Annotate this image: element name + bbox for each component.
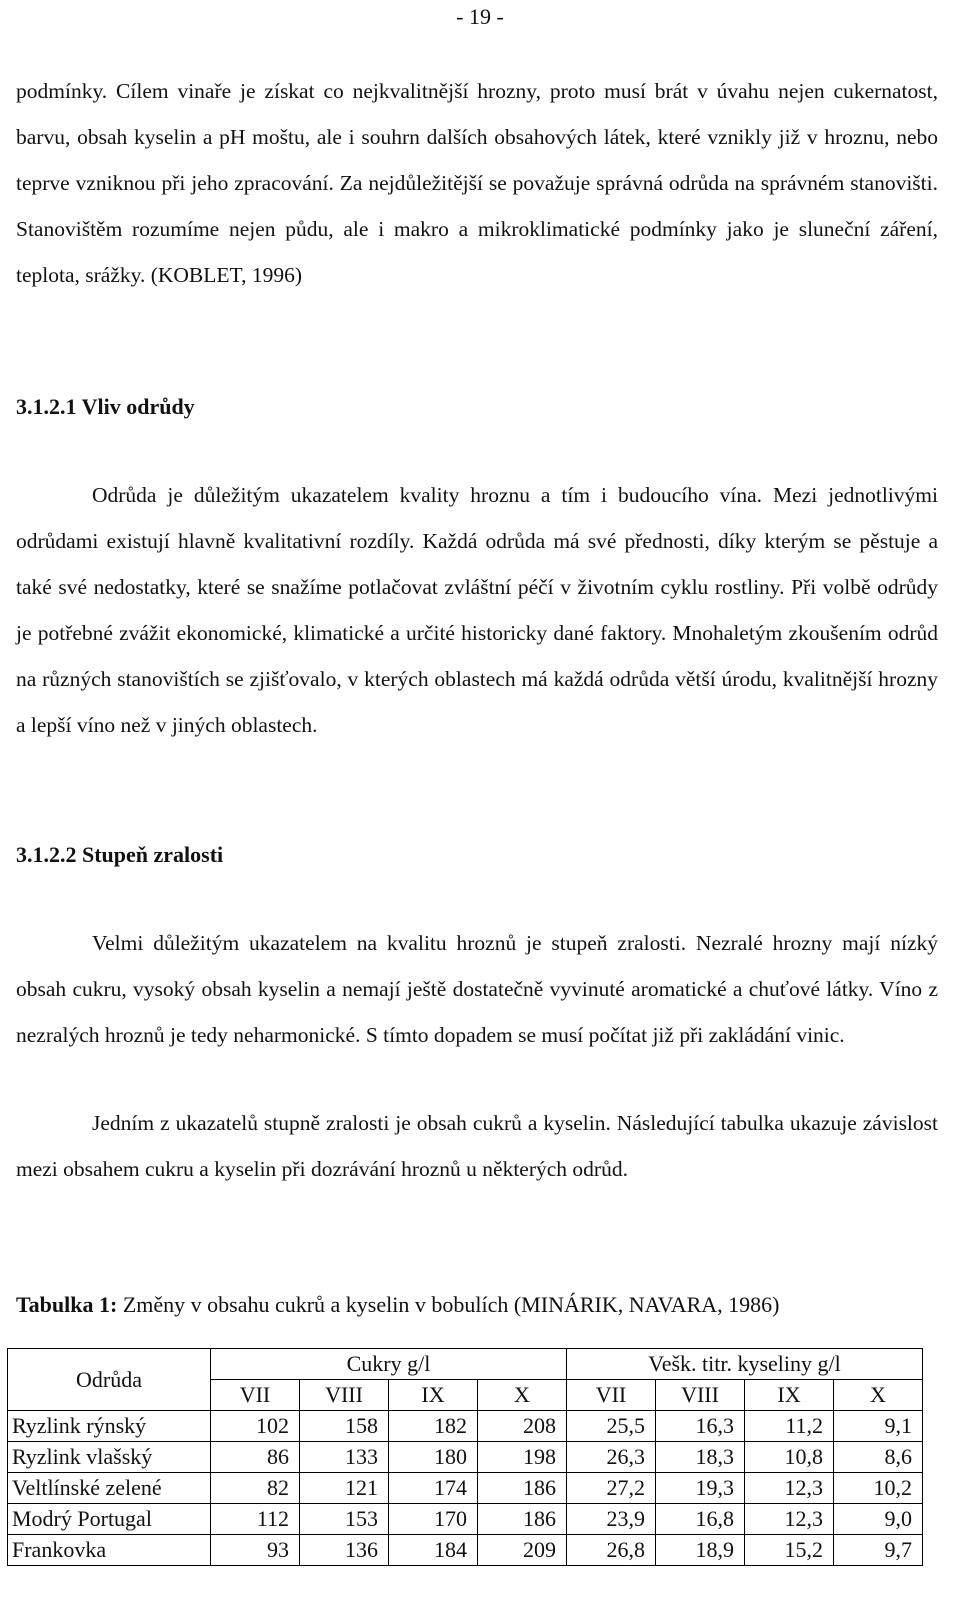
table-row (8, 1535, 923, 1566)
cell-value: 18,9 (656, 1535, 745, 1566)
cell-variety: Modrý Portugal (8, 1504, 211, 1535)
header-month: IX (745, 1380, 834, 1411)
table-header-row-groups (8, 1349, 923, 1380)
cell-value: 93 (211, 1535, 300, 1566)
cell-value: 186 (478, 1473, 567, 1504)
cell-value: 82 (211, 1473, 300, 1504)
cell-value: 23,9 (567, 1504, 656, 1535)
cell-value: 9,1 (834, 1411, 923, 1442)
cell-value: 11,2 (745, 1411, 834, 1442)
header-month: VII (567, 1380, 656, 1411)
cell-value: 153 (300, 1504, 389, 1535)
sugar-acid-table (7, 1348, 923, 1566)
cell-value: 8,6 (834, 1442, 923, 1473)
header-month: IX (389, 1380, 478, 1411)
cell-value: 184 (389, 1535, 478, 1566)
header-month: VIII (300, 1380, 389, 1411)
cell-value: 10,2 (834, 1473, 923, 1504)
cell-value: 208 (478, 1411, 567, 1442)
cell-value: 12,3 (745, 1504, 834, 1535)
cell-value: 209 (478, 1535, 567, 1566)
cell-value: 10,8 (745, 1442, 834, 1473)
cell-variety: Ryzlink vlašský (8, 1442, 211, 1473)
cell-value: 86 (211, 1442, 300, 1473)
paragraph-variety: Odrůda je důležitým ukazatelem kvality hroznu a tím i budoucího vína. Mezi jednotlivými odrůdami existují hlavně kvalitativní rozdíly. Každá odrůda má své přednosti, díky kterým se pěstuje a také své nedostatky, které se snažíme potlačovat zvláštní péčí v životním cyklu rostliny. Při volbě odrůdy je potřebné zvážit ekonomické, klimatické a určité historicky dané faktory. Mnohaletým zkoušením odrůd na různých stanovištích se zjišťovalo, v kterých oblastech má každá odrůda větší úrodu, kvalitnější hrozny a lepší víno než v jiných oblastech. (16, 483, 938, 737)
cell-value: 174 (389, 1473, 478, 1504)
cell-value: 158 (300, 1411, 389, 1442)
cell-value: 16,8 (656, 1504, 745, 1535)
cell-variety: Veltlínské zelené (8, 1473, 211, 1504)
section-heading-variety: 3.1.2.1 Vliv odrůdy (16, 394, 195, 419)
cell-value: 186 (478, 1504, 567, 1535)
table-caption (16, 1290, 780, 1320)
paragraph-ripeness-1: Velmi důležitým ukazatelem na kvalitu hroznů je stupeň zralosti. Nezralé hrozny mají nízký obsah cukru, vysoký obsah kyselin a nemají ještě dostatečně vyvinuté aromatické a chuťové látky. Víno z nezralých hroznů je tedy neharmonické. S tímto dopadem se musí počítat již při zakládání vinic. (16, 931, 938, 1047)
cell-value: 26,8 (567, 1535, 656, 1566)
header-month: X (478, 1380, 567, 1411)
cell-value: 180 (389, 1442, 478, 1473)
cell-value: 121 (300, 1473, 389, 1504)
cell-value: 16,3 (656, 1411, 745, 1442)
table-row (8, 1442, 923, 1473)
header-acid: Vešk. titr. kyseliny g/l (567, 1349, 923, 1380)
header-month: VII (211, 1380, 300, 1411)
cell-value: 15,2 (745, 1535, 834, 1566)
cell-value: 198 (478, 1442, 567, 1473)
header-month: VIII (656, 1380, 745, 1411)
cell-value: 27,2 (567, 1473, 656, 1504)
cell-value: 182 (389, 1411, 478, 1442)
cell-value: 12,3 (745, 1473, 834, 1504)
table-row (8, 1473, 923, 1504)
header-variety: Odrůda (8, 1349, 211, 1411)
cell-value: 19,3 (656, 1473, 745, 1504)
cell-value: 170 (389, 1504, 478, 1535)
table-caption-text: Změny v obsahu cukrů a kyselin v bobulích (MINÁRIK, NAVARA, 1986) (117, 1292, 780, 1317)
cell-value: 102 (211, 1411, 300, 1442)
table-row (8, 1411, 923, 1442)
cell-variety: Ryzlink rýnský (8, 1411, 211, 1442)
section-heading-ripeness: 3.1.2.2 Stupeň zralosti (16, 842, 224, 867)
cell-value: 136 (300, 1535, 389, 1566)
table-caption-label: Tabulka 1: (16, 1292, 118, 1317)
cell-value: 9,0 (834, 1504, 923, 1535)
header-month: X (834, 1380, 923, 1411)
cell-value: 25,5 (567, 1411, 656, 1442)
cell-value: 26,3 (567, 1442, 656, 1473)
table-row (8, 1504, 923, 1535)
cell-variety: Frankovka (8, 1535, 211, 1566)
page-number: - 19 - (456, 4, 504, 29)
paragraph-intro: podmínky. Cílem vinaře je získat co nejkvalitnější hrozny, proto musí brát v úvahu nejen cukernatost, barvu, obsah kyselin a pH moštu, ale i souhrn dalších obsahových látek, které vznikly již v hroznu, nebo teprve vzniknou při jeho zpracování. Za nejdůležitější se považuje správná odrůda na správném stanovišti. Stanovištěm rozumíme nejen půdu, ale i makro a mikroklimatické podmínky jako je sluneční záření, teplota, srážky. (KOBLET, 1996) (16, 79, 938, 287)
cell-value: 18,3 (656, 1442, 745, 1473)
header-sugar: Cukry g/l (211, 1349, 567, 1380)
paragraph-ripeness-2: Jedním z ukazatelů stupně zralosti je obsah cukrů a kyselin. Následující tabulka ukazuje závislost mezi obsahem cukru a kyselin při dozrávání hroznů u některých odrůd. (16, 1111, 938, 1181)
cell-value: 112 (211, 1504, 300, 1535)
cell-value: 133 (300, 1442, 389, 1473)
cell-value: 9,7 (834, 1535, 923, 1566)
